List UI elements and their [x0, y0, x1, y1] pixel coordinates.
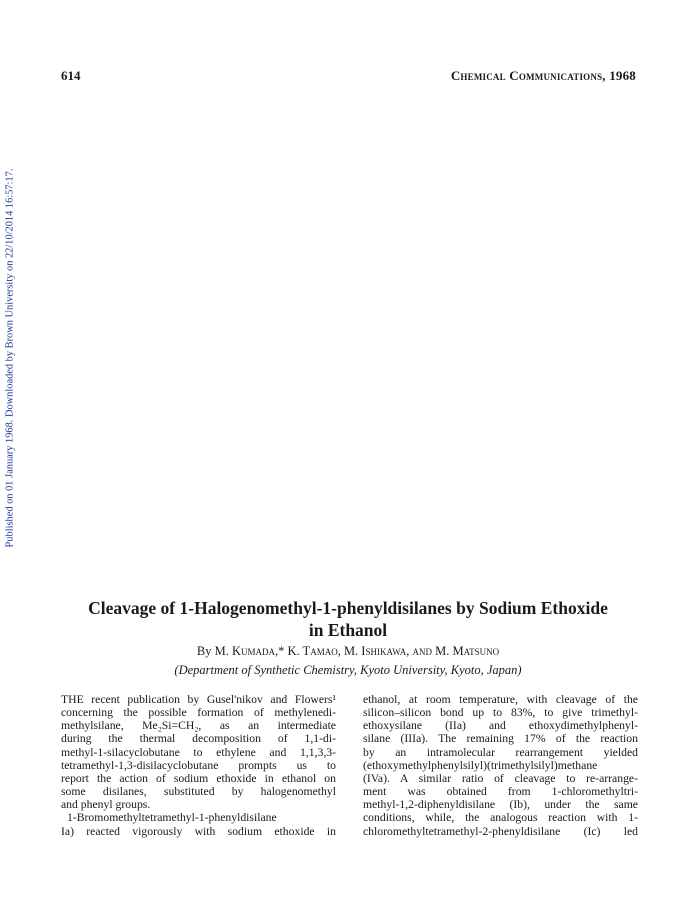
body-line: concerning the possible formation of methylenedi-: [61, 706, 336, 720]
download-watermark: [2, 160, 18, 555]
body-line: silicon–silicon bond up to 83%, to give trimethyl-: [363, 706, 638, 720]
body-line: chloromethyltetramethyl-2-phenyldisilane (Ic) led: [363, 824, 638, 838]
page-number: 614: [61, 68, 81, 83]
author-prefix: By: [196, 644, 212, 658]
body-line: ethanol, at room temperature, with cleavage of the: [363, 693, 638, 706]
body-line: report the action of sodium ethoxide in ethanol on: [61, 771, 336, 785]
body-line: tetramethyl-1,3-disilacyclobutane prompts us to: [61, 758, 336, 772]
body-line: and phenyl groups.: [61, 798, 151, 812]
author-names: M. Kumada,* K. Tamao, M. Ishikawa, and M. Matsuno: [214, 644, 500, 658]
article-title: [60, 597, 636, 641]
title-line: Cleavage of 1-Halogenomethyl-1-phenyldisilanes by Sodium Ethoxide: [88, 598, 608, 618]
body-line: ethoxysilane (IIa) and ethoxydimethylphenyl-: [363, 719, 638, 733]
body-line: 1-Bromomethyltetramethyl-1-phenyldisilane: [67, 811, 277, 825]
body-line: conditions, while, the analogous reaction with 1-: [363, 811, 638, 825]
right-column: [363, 693, 638, 838]
journal-header: Chemical Communications, 1968: [450, 68, 636, 83]
affiliation: (Department of Synthetic Chemistry, Kyoto University, Kyoto, Japan): [174, 663, 522, 677]
body-line: methylsilane, Me₂Si=CH₂, as an intermediate: [61, 719, 336, 733]
body-line: (ethoxymethylphenylsilyl)(trimethylsilyl)methane: [363, 758, 598, 772]
title-line: in Ethanol: [308, 620, 388, 640]
author-line: [60, 644, 636, 659]
body-line: by an intramolecular rearrangement yielded: [363, 745, 638, 759]
body-line: methyl-1-silacyclobutane to ethylene and 1,1,3,3-: [61, 745, 336, 759]
body-line: THE recent publication by Gusel'nikov and Flowers¹: [61, 693, 336, 706]
body-line: Ia) reacted vigorously with sodium ethoxide in: [61, 824, 336, 838]
body-line: ment was obtained from 1-chloromethyltri-: [363, 785, 638, 799]
body-line: some disilanes, substituted by halogenomethyl: [61, 785, 336, 799]
body-line: during the thermal decomposition of 1,1-di-: [61, 732, 336, 746]
body-line: silane (IIIa). The remaining 17% of the reaction: [363, 732, 638, 746]
left-column: [61, 693, 336, 838]
body-line: (IVa). A similar ratio of cleavage to re-arrange-: [363, 771, 638, 785]
body-line: methyl-1,2-diphenyldisilane (Ib), under the same: [363, 798, 638, 812]
download-note: Published on 01 January 1968. Downloaded by Brown University on 22/10/2014 16:57:17.: [4, 168, 16, 547]
